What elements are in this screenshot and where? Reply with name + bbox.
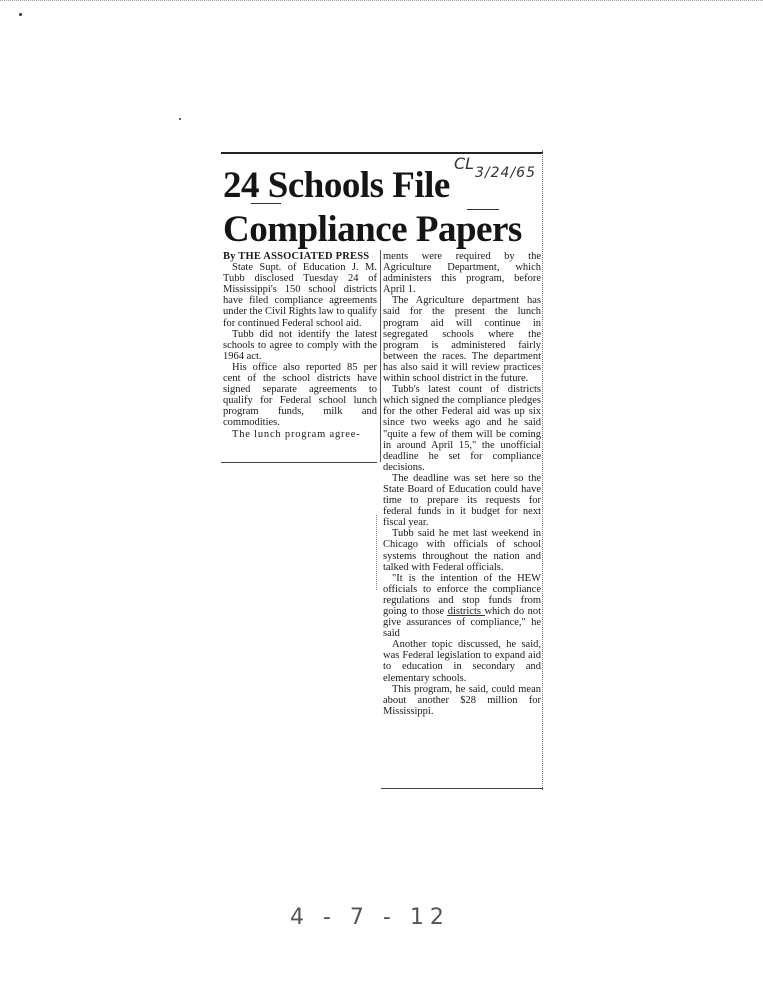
- article-column-1: [223, 251, 377, 440]
- paragraph: This program, he said, could mean about another $28 million for Mississippi.: [383, 683, 541, 717]
- byline: By THE ASSOCIATED PRESS: [223, 251, 370, 262]
- ink-underline-mark: [467, 209, 499, 210]
- column-divider: [380, 250, 381, 462]
- newspaper-clipping: [221, 150, 543, 790]
- headline-line-1: 24 Schools File: [223, 165, 450, 206]
- top-dotted-edge: [0, 0, 763, 1]
- headline-line-2: Compliance Papers: [223, 209, 522, 250]
- scan-speck: [19, 13, 22, 16]
- column-1-end-rule: [221, 462, 377, 463]
- paragraph: ments were required by the Agriculture Department, which administers this program, before April 1.: [383, 251, 541, 296]
- paragraph: The deadline was set here so the State Board of Education could have time to prepare its requests for federal funds in it budget for next fiscal year.: [383, 472, 541, 529]
- paragraph: His office also reported 85 per cent of the school districts have signed separate agreements to qualify for Federal school lunch program funds, milk and commodities.: [223, 361, 377, 429]
- top-rule: [221, 152, 543, 154]
- paragraph: Tubb said he met last weekend in Chicago with officials of school systems throughout the nation and talked with Federal officials.: [383, 528, 541, 573]
- paragraph: Tubb did not identify the latest schools to agree to comply with the 1964 act.: [223, 328, 377, 362]
- clipping-right-edge: [542, 150, 543, 790]
- margin-dotted-marks: [376, 515, 381, 590]
- paragraph: The Agriculture department has said for the present the lunch program aid will continue in segregated schools where the program is administered fairly between the races. The department has also said it will review practices within school district in the future.: [383, 295, 541, 385]
- handwritten-page-annotation: 4 - 7 - 12: [290, 905, 450, 930]
- paragraph: State Supt. of Education J. M. Tubb disclosed Tuesday 24 of Mississippi's 150 school districts have filed compliance agreements under the Civil Rights law to qualify for continued Federal school aid.: [223, 262, 377, 329]
- scan-speck: [179, 118, 181, 120]
- paragraph: Another topic discussed, he said, was Federal legislation to expand aid to education in secondary and elementary schools.: [383, 639, 541, 684]
- column-2-end-rule: [381, 788, 543, 789]
- handwritten-initials: CL: [454, 154, 475, 173]
- article-column-2: [383, 251, 541, 717]
- paragraph: The lunch program agree-: [232, 428, 361, 440]
- handwritten-date: 3/24/65: [475, 165, 536, 181]
- paragraph: "It is the intention of the HEW officials to enforce the compliance regulations and stop funds from going to those districts which do not give assurances of compliance," he said: [383, 572, 541, 640]
- ink-underline-mark: [251, 203, 281, 204]
- paragraph: Tubb's latest count of districts which signed the compliance pledges for the other Federal aid was up six since two weeks ago and he said "quite a few of them will be coming in around April 15," the unofficial deadline he set for compliance decisions.: [383, 384, 541, 473]
- ink-underline-mark: [447, 615, 485, 616]
